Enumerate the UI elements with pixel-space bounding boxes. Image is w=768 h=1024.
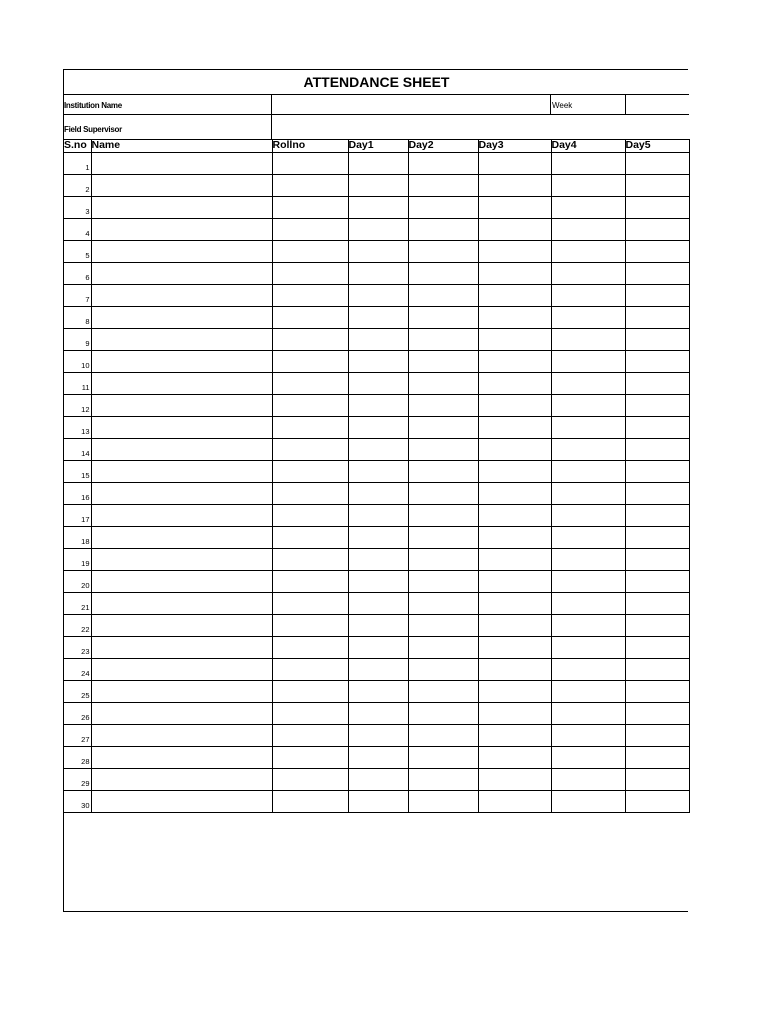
day1-cell[interactable]: [348, 153, 408, 175]
rollno-cell[interactable]: [272, 241, 348, 263]
day1-cell[interactable]: [348, 681, 408, 703]
name-cell[interactable]: [91, 637, 272, 659]
day2-cell[interactable]: [408, 329, 478, 351]
rollno-cell[interactable]: [272, 747, 348, 769]
day3-cell[interactable]: [478, 175, 551, 197]
day5-cell[interactable]: [625, 791, 689, 813]
day2-cell[interactable]: [408, 615, 478, 637]
day5-cell[interactable]: [625, 197, 689, 219]
day2-cell[interactable]: [408, 461, 478, 483]
week-label: Week: [551, 95, 626, 114]
day2-cell[interactable]: [408, 483, 478, 505]
day3-cell[interactable]: [478, 527, 551, 549]
row-number: 7: [64, 285, 91, 307]
header-row: [64, 140, 689, 153]
table-row: [64, 417, 689, 439]
day1-cell[interactable]: [348, 593, 408, 615]
day5-cell[interactable]: [625, 285, 689, 307]
day2-cell[interactable]: [408, 549, 478, 571]
rollno-cell[interactable]: [272, 681, 348, 703]
table-row: [64, 175, 689, 197]
day4-cell[interactable]: [551, 725, 625, 747]
rollno-cell[interactable]: [272, 175, 348, 197]
day1-cell[interactable]: [348, 329, 408, 351]
day3-cell[interactable]: [478, 395, 551, 417]
rollno-cell[interactable]: [272, 769, 348, 791]
day5-cell[interactable]: [625, 527, 689, 549]
header-day1: Day1: [348, 140, 408, 153]
day4-cell[interactable]: [551, 659, 625, 681]
week-field[interactable]: [626, 95, 689, 114]
day1-cell[interactable]: [348, 439, 408, 461]
rollno-cell[interactable]: [272, 571, 348, 593]
institution-label: Institution Name: [64, 95, 272, 114]
rollno-cell[interactable]: [272, 527, 348, 549]
name-cell[interactable]: [91, 769, 272, 791]
rollno-cell[interactable]: [272, 703, 348, 725]
name-cell[interactable]: [91, 747, 272, 769]
name-cell[interactable]: [91, 395, 272, 417]
institution-row: [64, 95, 689, 115]
day5-cell[interactable]: [625, 505, 689, 527]
day2-cell[interactable]: [408, 263, 478, 285]
day3-cell[interactable]: [478, 505, 551, 527]
day1-cell[interactable]: [348, 197, 408, 219]
day5-cell[interactable]: [625, 747, 689, 769]
rollno-cell[interactable]: [272, 791, 348, 813]
row-number: 30: [64, 791, 91, 813]
day3-cell[interactable]: [478, 483, 551, 505]
day3-cell[interactable]: [478, 703, 551, 725]
day1-cell[interactable]: [348, 725, 408, 747]
day2-cell[interactable]: [408, 241, 478, 263]
day5-cell[interactable]: [625, 439, 689, 461]
day2-cell[interactable]: [408, 197, 478, 219]
rollno-cell[interactable]: [272, 351, 348, 373]
row-number: 2: [64, 175, 91, 197]
day4-cell[interactable]: [551, 791, 625, 813]
name-cell[interactable]: [91, 439, 272, 461]
rollno-cell[interactable]: [272, 417, 348, 439]
day5-cell[interactable]: [625, 219, 689, 241]
day3-cell[interactable]: [478, 659, 551, 681]
rollno-cell[interactable]: [272, 615, 348, 637]
rollno-cell[interactable]: [272, 439, 348, 461]
day3-cell[interactable]: [478, 769, 551, 791]
name-cell[interactable]: [91, 615, 272, 637]
day4-cell[interactable]: [551, 285, 625, 307]
rollno-cell[interactable]: [272, 637, 348, 659]
rollno-cell[interactable]: [272, 285, 348, 307]
day1-cell[interactable]: [348, 747, 408, 769]
row-number: 4: [64, 219, 91, 241]
day5-cell[interactable]: [625, 395, 689, 417]
day3-cell[interactable]: [478, 417, 551, 439]
table-row: [64, 659, 689, 681]
day3-cell[interactable]: [478, 637, 551, 659]
day4-cell[interactable]: [551, 153, 625, 175]
attendance-table: [64, 139, 690, 813]
day1-cell[interactable]: [348, 505, 408, 527]
header-day4: Day4: [551, 140, 625, 153]
day3-cell[interactable]: [478, 285, 551, 307]
rollno-cell[interactable]: [272, 307, 348, 329]
day2-cell[interactable]: [408, 703, 478, 725]
day2-cell[interactable]: [408, 747, 478, 769]
day5-cell[interactable]: [625, 241, 689, 263]
day2-cell[interactable]: [408, 791, 478, 813]
rollno-cell[interactable]: [272, 505, 348, 527]
day1-cell[interactable]: [348, 483, 408, 505]
day2-cell[interactable]: [408, 593, 478, 615]
row-number: 18: [64, 527, 91, 549]
day2-cell[interactable]: [408, 395, 478, 417]
day5-cell[interactable]: [625, 593, 689, 615]
day4-cell[interactable]: [551, 373, 625, 395]
name-cell[interactable]: [91, 725, 272, 747]
day3-cell[interactable]: [478, 681, 551, 703]
day3-cell[interactable]: [478, 307, 551, 329]
day2-cell[interactable]: [408, 417, 478, 439]
rollno-cell[interactable]: [272, 395, 348, 417]
table-row: [64, 197, 689, 219]
day4-cell[interactable]: [551, 615, 625, 637]
day2-cell[interactable]: [408, 769, 478, 791]
name-cell[interactable]: [91, 329, 272, 351]
row-number: 12: [64, 395, 91, 417]
day5-cell[interactable]: [625, 307, 689, 329]
day1-cell[interactable]: [348, 351, 408, 373]
day4-cell[interactable]: [551, 527, 625, 549]
name-cell[interactable]: [91, 461, 272, 483]
table-row: [64, 153, 689, 175]
name-cell[interactable]: [91, 351, 272, 373]
day3-cell[interactable]: [478, 373, 551, 395]
day3-cell[interactable]: [478, 263, 551, 285]
name-cell[interactable]: [91, 791, 272, 813]
table-row: [64, 703, 689, 725]
day5-cell[interactable]: [625, 769, 689, 791]
day5-cell[interactable]: [625, 571, 689, 593]
name-cell[interactable]: [91, 571, 272, 593]
rollno-cell[interactable]: [272, 329, 348, 351]
name-cell[interactable]: [91, 175, 272, 197]
day1-cell[interactable]: [348, 175, 408, 197]
table-row: [64, 527, 689, 549]
day4-cell[interactable]: [551, 505, 625, 527]
header-sno: S.no: [64, 140, 91, 153]
day4-cell[interactable]: [551, 571, 625, 593]
table-row: [64, 505, 689, 527]
day5-cell[interactable]: [625, 703, 689, 725]
day5-cell[interactable]: [625, 615, 689, 637]
table-row: [64, 285, 689, 307]
header-day2: Day2: [408, 140, 478, 153]
table-row: [64, 593, 689, 615]
day3-cell[interactable]: [478, 219, 551, 241]
table-row: [64, 263, 689, 285]
row-number: 15: [64, 461, 91, 483]
day4-cell[interactable]: [551, 417, 625, 439]
table-row: [64, 769, 689, 791]
name-cell[interactable]: [91, 593, 272, 615]
day5-cell[interactable]: [625, 549, 689, 571]
table-body: [64, 153, 689, 813]
day3-cell[interactable]: [478, 439, 551, 461]
row-number: 13: [64, 417, 91, 439]
row-number: 9: [64, 329, 91, 351]
row-number: 24: [64, 659, 91, 681]
name-cell[interactable]: [91, 197, 272, 219]
day4-cell[interactable]: [551, 747, 625, 769]
rollno-cell[interactable]: [272, 153, 348, 175]
row-number: 10: [64, 351, 91, 373]
sheet-title: ATTENDANCE SHEET: [64, 70, 689, 95]
day3-cell[interactable]: [478, 593, 551, 615]
name-cell[interactable]: [91, 373, 272, 395]
day2-cell[interactable]: [408, 351, 478, 373]
table-row: [64, 241, 689, 263]
day4-cell[interactable]: [551, 307, 625, 329]
day1-cell[interactable]: [348, 549, 408, 571]
day5-cell[interactable]: [625, 483, 689, 505]
row-number: 26: [64, 703, 91, 725]
day2-cell[interactable]: [408, 175, 478, 197]
day2-cell[interactable]: [408, 307, 478, 329]
table-row: [64, 351, 689, 373]
day5-cell[interactable]: [625, 373, 689, 395]
name-cell[interactable]: [91, 219, 272, 241]
day1-cell[interactable]: [348, 791, 408, 813]
day1-cell[interactable]: [348, 703, 408, 725]
day4-cell[interactable]: [551, 329, 625, 351]
table-row: [64, 461, 689, 483]
day1-cell[interactable]: [348, 263, 408, 285]
day2-cell[interactable]: [408, 505, 478, 527]
name-cell[interactable]: [91, 153, 272, 175]
day4-cell[interactable]: [551, 681, 625, 703]
name-cell[interactable]: [91, 483, 272, 505]
name-cell[interactable]: [91, 307, 272, 329]
day4-cell[interactable]: [551, 637, 625, 659]
day1-cell[interactable]: [348, 417, 408, 439]
row-number: 22: [64, 615, 91, 637]
day5-cell[interactable]: [625, 175, 689, 197]
name-cell[interactable]: [91, 241, 272, 263]
day2-cell[interactable]: [408, 527, 478, 549]
name-cell[interactable]: [91, 263, 272, 285]
row-number: 11: [64, 373, 91, 395]
table-row: [64, 219, 689, 241]
day1-cell[interactable]: [348, 615, 408, 637]
table-row: [64, 571, 689, 593]
day5-cell[interactable]: [625, 659, 689, 681]
name-cell[interactable]: [91, 527, 272, 549]
day2-cell[interactable]: [408, 153, 478, 175]
row-number: 27: [64, 725, 91, 747]
name-cell[interactable]: [91, 549, 272, 571]
row-number: 20: [64, 571, 91, 593]
table-row: [64, 549, 689, 571]
row-number: 5: [64, 241, 91, 263]
day3-cell[interactable]: [478, 241, 551, 263]
row-number: 25: [64, 681, 91, 703]
institution-field[interactable]: [272, 95, 551, 114]
rollno-cell[interactable]: [272, 197, 348, 219]
table-row: [64, 395, 689, 417]
day1-cell[interactable]: [348, 527, 408, 549]
name-cell[interactable]: [91, 417, 272, 439]
day4-cell[interactable]: [551, 197, 625, 219]
name-cell[interactable]: [91, 703, 272, 725]
day4-cell[interactable]: [551, 549, 625, 571]
day5-cell[interactable]: [625, 681, 689, 703]
row-number: 14: [64, 439, 91, 461]
day3-cell[interactable]: [478, 351, 551, 373]
day2-cell[interactable]: [408, 637, 478, 659]
rollno-cell[interactable]: [272, 373, 348, 395]
day3-cell[interactable]: [478, 571, 551, 593]
table-row: [64, 747, 689, 769]
day5-cell[interactable]: [625, 461, 689, 483]
table-row: [64, 329, 689, 351]
rollno-cell[interactable]: [272, 725, 348, 747]
day5-cell[interactable]: [625, 329, 689, 351]
rollno-cell[interactable]: [272, 549, 348, 571]
day2-cell[interactable]: [408, 373, 478, 395]
row-number: 1: [64, 153, 91, 175]
day3-cell[interactable]: [478, 615, 551, 637]
day3-cell[interactable]: [478, 329, 551, 351]
table-row: [64, 307, 689, 329]
day4-cell[interactable]: [551, 461, 625, 483]
row-number: 21: [64, 593, 91, 615]
table-row: [64, 439, 689, 461]
day4-cell[interactable]: [551, 593, 625, 615]
table-row: [64, 615, 689, 637]
day5-cell[interactable]: [625, 725, 689, 747]
day4-cell[interactable]: [551, 703, 625, 725]
day2-cell[interactable]: [408, 439, 478, 461]
day3-cell[interactable]: [478, 747, 551, 769]
day1-cell[interactable]: [348, 219, 408, 241]
day3-cell[interactable]: [478, 549, 551, 571]
day1-cell[interactable]: [348, 659, 408, 681]
row-number: 3: [64, 197, 91, 219]
table-row: [64, 483, 689, 505]
day1-cell[interactable]: [348, 461, 408, 483]
day3-cell[interactable]: [478, 197, 551, 219]
day1-cell[interactable]: [348, 241, 408, 263]
day4-cell[interactable]: [551, 351, 625, 373]
day1-cell[interactable]: [348, 769, 408, 791]
day4-cell[interactable]: [551, 263, 625, 285]
day4-cell[interactable]: [551, 219, 625, 241]
day1-cell[interactable]: [348, 395, 408, 417]
day2-cell[interactable]: [408, 681, 478, 703]
table-row: [64, 373, 689, 395]
rollno-cell[interactable]: [272, 659, 348, 681]
row-number: 8: [64, 307, 91, 329]
table-row: [64, 791, 689, 813]
day5-cell[interactable]: [625, 637, 689, 659]
name-cell[interactable]: [91, 505, 272, 527]
header-rollno: Rollno: [272, 140, 348, 153]
supervisor-cell: [64, 115, 272, 139]
rollno-cell[interactable]: [272, 263, 348, 285]
day3-cell[interactable]: [478, 461, 551, 483]
table-row: [64, 681, 689, 703]
day3-cell[interactable]: [478, 153, 551, 175]
day4-cell[interactable]: [551, 439, 625, 461]
supervisor-label: Field Supervisor: [64, 125, 122, 134]
header-day5: Day5: [625, 140, 689, 153]
row-number: 6: [64, 263, 91, 285]
row-number: 17: [64, 505, 91, 527]
rollno-cell[interactable]: [272, 593, 348, 615]
day2-cell[interactable]: [408, 725, 478, 747]
day4-cell[interactable]: [551, 769, 625, 791]
day5-cell[interactable]: [625, 263, 689, 285]
table-row: [64, 725, 689, 747]
rollno-cell[interactable]: [272, 483, 348, 505]
day2-cell[interactable]: [408, 285, 478, 307]
rollno-cell[interactable]: [272, 461, 348, 483]
table-row: [64, 637, 689, 659]
name-cell[interactable]: [91, 681, 272, 703]
day4-cell[interactable]: [551, 241, 625, 263]
day2-cell[interactable]: [408, 219, 478, 241]
day1-cell[interactable]: [348, 285, 408, 307]
row-number: 28: [64, 747, 91, 769]
day3-cell[interactable]: [478, 725, 551, 747]
attendance-sheet: [63, 69, 688, 912]
day3-cell[interactable]: [478, 791, 551, 813]
header-day3: Day3: [478, 140, 551, 153]
day5-cell[interactable]: [625, 351, 689, 373]
header-name: Name: [91, 140, 272, 153]
day1-cell[interactable]: [348, 307, 408, 329]
day4-cell[interactable]: [551, 175, 625, 197]
day2-cell[interactable]: [408, 659, 478, 681]
row-number: 23: [64, 637, 91, 659]
day1-cell[interactable]: [348, 571, 408, 593]
supervisor-row: [64, 115, 689, 139]
row-number: 29: [64, 769, 91, 791]
day5-cell[interactable]: [625, 417, 689, 439]
day1-cell[interactable]: [348, 637, 408, 659]
day4-cell[interactable]: [551, 483, 625, 505]
rollno-cell[interactable]: [272, 219, 348, 241]
name-cell[interactable]: [91, 659, 272, 681]
day1-cell[interactable]: [348, 373, 408, 395]
day5-cell[interactable]: [625, 153, 689, 175]
day4-cell[interactable]: [551, 395, 625, 417]
row-number: 16: [64, 483, 91, 505]
row-number: 19: [64, 549, 91, 571]
name-cell[interactable]: [91, 285, 272, 307]
day2-cell[interactable]: [408, 571, 478, 593]
